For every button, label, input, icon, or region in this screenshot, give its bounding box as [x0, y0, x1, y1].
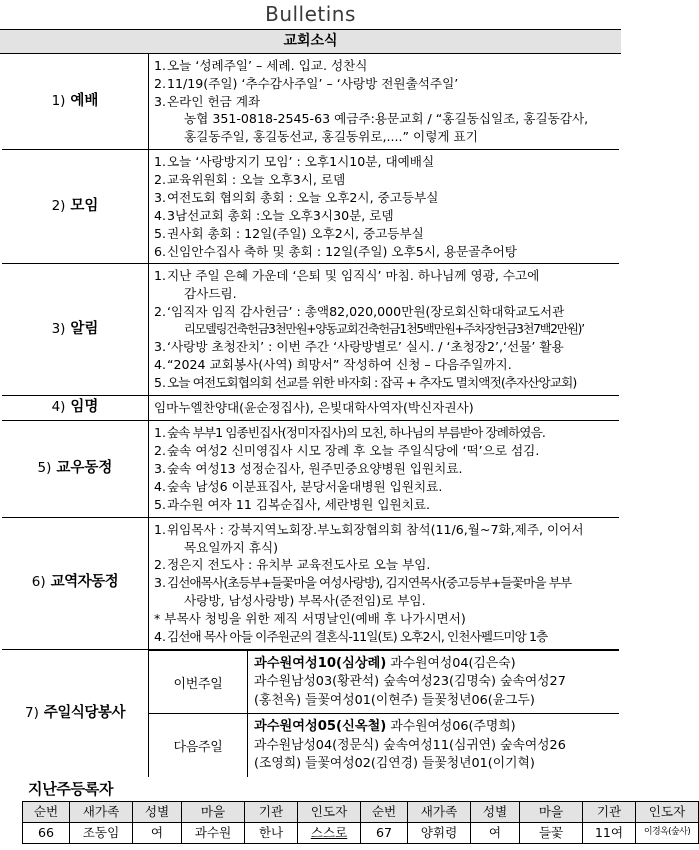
list-item: 5.오늘 여전도회협의회 선교를 위한 바자회 : 잡곡 + 추자도 멸치액젓(추자산앙교회) [154, 375, 577, 391]
section-label-text: 알림 [70, 321, 99, 338]
list-item-text: 위임목사 : 강북지역노회장.부노회장협의회 참석(11/6,월~7화,제주, 이어서 [167, 521, 584, 537]
list-item-text: ‘사랑방 초청잔치’ : 이번 주간 ‘사랑방별로’ 실시. / ‘초청장2’,‘선물’ 활용 [167, 339, 564, 355]
meal-lead-name: 과수원여성10(심상례) [254, 655, 387, 671]
list-item: 1.오늘 ‘사랑방지기 모임’ : 오후1시10분, 대예배실 [154, 154, 435, 170]
list-item: 1.오늘 ‘성례주일’ – 세례. 입교. 성찬식 [154, 57, 368, 73]
section-row-meal-service [2, 649, 619, 777]
item-list [154, 267, 617, 392]
section-row-worship [2, 54, 619, 150]
section-label-staff-news [2, 517, 149, 649]
list-item: 1.위임목사 : 강북지역노회장.부노회장협의회 참석(11/6,월~7화,제주, 이어서 목요일까지 휴식) [154, 521, 617, 557]
column-header-leader-2: 인도자 [636, 801, 699, 822]
list-item: 1.지난 주일 은혜 가운데 ‘은퇴 및 임직식’ 마침. 하나님께 영광, 수고에 감사드림. [154, 267, 617, 303]
meal-when-label: 이번주일 [149, 650, 248, 714]
appointment-text: 임마누엘찬양대(윤순정집사), 은빛대학사역자(박신자권사) [154, 400, 474, 415]
list-item: 1.숲속 부부1 임종빈집사(정미자집사)의 모친, 하나님의 부름받아 장례하였음. [154, 425, 545, 441]
list-item-text: ‘임직자 임직 감사헌금’ : 총액82,020,000만원(장로회신학대학교도서관 [167, 304, 565, 320]
list-item: 3.‘사랑방 초청잔치’ : 이번 주간 ‘사랑방별로’ 실시. / ‘초청장2’,‘선물’ 활용 [154, 339, 564, 355]
cell-name: 조동임 [70, 822, 133, 843]
section-body-meal-service [149, 649, 620, 777]
registrants-body [23, 822, 699, 843]
list-item: 2.교육위원회 : 오늘 오후3시, 로뎀 [154, 172, 346, 188]
meal-lead-name: 과수원여성05(신옥철) [254, 719, 387, 735]
list-item-text: 김선애목사(초등부+들꽃마을 여성사랑방), 김지연목사(중고등부+들꽃마을 부부 [167, 575, 572, 591]
column-header-leader: 인도자 [298, 801, 361, 822]
item-list [154, 521, 617, 646]
section-label-text: 주일식당봉사 [43, 704, 125, 721]
cell-leader [298, 822, 361, 843]
list-item-text: 온라인 헌금 계좌 [167, 93, 261, 109]
meal-volunteer-names [248, 714, 620, 777]
section-label-text: 교역자동정 [50, 574, 119, 591]
item-list [154, 424, 617, 513]
registrants-table [22, 801, 699, 845]
section-number: 1) [51, 92, 66, 109]
section-row-notices [2, 264, 619, 396]
list-item-text: 숲속 여성13 성정순집사, 원주민중요양병원 입원치료. [167, 461, 463, 476]
section-body-notices [149, 264, 620, 396]
list-item-text: 과수원 여자 11 김복순집사, 세란병원 입원치료. [167, 496, 431, 512]
item-list [154, 57, 617, 146]
list-item-text: 오늘 ‘성례주일’ – 세례. 입교. 성찬식 [167, 57, 368, 73]
meal-line-3: (조영희) 들꽃여성02(김연경) 들꽃청년01(이기혁) [254, 756, 535, 772]
page-title: Bulletins [265, 2, 356, 26]
list-item-text: 숲속 부부1 임종빈집사(정미자집사)의 모친, 하나님의 부름받아 장례하였음. [167, 425, 545, 441]
list-item: 4.숲속 남성6 이분표집사, 분당서울대병원 입원치료. [154, 478, 443, 494]
list-item-text: 숲속 남성6 이분표집사, 분당서울대병원 입원치료. [167, 478, 443, 494]
list-item-text: 11/19(주일) ‘추수감사주일’ – ‘사랑방 전원출석주일’ [167, 75, 459, 91]
meal-line-3: (홍천옥) 들꽃여성01(이현주) 들꽃청년06(윤그두) [254, 692, 535, 708]
section-label-worship [2, 54, 149, 150]
list-item-text: 교육위원회 : 오늘 오후3시, 로뎀 [167, 172, 346, 188]
list-item: 2.11/19(주일) ‘추수감사주일’ – ‘사랑방 전원출석주일’ [154, 75, 459, 91]
column-header-name: 새가족 [70, 801, 133, 822]
cell-village-2: 들꽃 [520, 822, 583, 843]
list-item: 6.신임안수집사 축하 및 총회 : 12일(주일) 오후5시, 용문골추어탕 [154, 243, 517, 259]
list-item: 5.과수원 여자 11 김복순집사, 세란병원 입원치료. [154, 496, 431, 512]
section-row-staff-news [2, 517, 619, 649]
meal-row-next-week [149, 714, 619, 777]
list-item: 3.숲속 여성13 성정순집사, 원주민중요양병원 입원치료. [154, 461, 463, 476]
meal-line-1 [254, 717, 616, 737]
list-item: 3.여전도회 협의회 총회 : 오늘 오후2시, 중고등부실 [154, 189, 439, 205]
section-body-staff-news [149, 517, 620, 649]
list-item-text: 정은지 전도사 : 유치부 교육전도사로 오늘 부임. [167, 557, 431, 573]
list-item-subline: 사랑방, 남성사랑방) 부목사(준전임)로 부임. [184, 593, 426, 609]
section-body-worship [149, 54, 620, 150]
section-body-member-news [149, 421, 620, 517]
list-item-text: 지난 주일 은혜 가운데 ‘은퇴 및 임직식’ 마침. 하나님께 영광, 수고에 [167, 268, 540, 284]
list-item-note [154, 610, 617, 628]
section-row-meetings [2, 150, 619, 264]
section-label-notices [2, 264, 149, 396]
list-item-text: 오늘 ‘사랑방지기 모임’ : 오후1시10분, 대예배실 [167, 154, 435, 170]
section-number: 7) [25, 704, 39, 721]
list-item: 2.숲속 여성2 신미영집사 시모 장례 후 오늘 주일식당에 ‘떡’으로 섬김. [154, 443, 540, 459]
list-item: 2.‘임직자 임직 감사헌금’ : 총액82,020,000만원(장로회신학대학교도서관 리모델링건축헌금3천만원+양동교회건축헌금1천5백만원+주차장헌금3천7백2만원)’ [154, 303, 617, 338]
list-item: 5.권사회 총회 : 12일(주일) 오후2시, 중고등부실 [154, 225, 424, 241]
meal-when-label: 다음주일 [149, 714, 248, 777]
meal-volunteer-names [248, 650, 620, 714]
list-item-subline: 농협 351-0818-2545-63 예금주:용문교회 / “홍길동십일조, 홍길동감사, [184, 111, 589, 127]
section-row-member-news [2, 421, 619, 517]
section-number: 3) [51, 321, 66, 338]
list-item-subline: 감사드림. [184, 286, 237, 302]
meal-row-this-week [149, 650, 619, 714]
cell-name-2: 양휘령 [408, 822, 471, 843]
list-item-text: 여전도회 협의회 총회 : 오늘 오후2시, 중고등부실 [167, 189, 439, 205]
cell-village: 과수원 [182, 822, 245, 843]
column-header-sex: 성별 [133, 801, 182, 822]
meal-line-2: 과수원남성04(정문식) 숲속여성11(심귀연) 숲속여성26 [254, 737, 566, 753]
banner-church-news: 교회소식 [0, 29, 621, 54]
list-item-subline: 홍길동주일, 홍길동선교, 홍길동위로,....” 이렇게 표기 [184, 129, 478, 145]
section-body-appointments [149, 396, 620, 421]
cell-sex-2: 여 [471, 822, 520, 843]
column-header-sex-2: 성별 [471, 801, 520, 822]
list-item: 3.온라인 헌금 계좌 농협 351-0818-2545-63 예금주:용문교회 / “홍길동십일조, 홍길동감사, 홍길동주일, 홍길동선교, 홍길동위로,....” 이렇게 표기 [154, 93, 617, 147]
column-header-village-2: 마을 [520, 801, 583, 822]
list-item-text: “2024 교회봉사(사역) 희망서” 작성하여 신청 – 다음주일까지. [167, 357, 512, 373]
list-item: 3.김선애목사(초등부+들꽃마을 여성사랑방), 김지연목사(중고등부+들꽃마을 부부 사랑방, 남성사랑방) 부목사(준전임)로 부임. [154, 574, 617, 610]
section-label-meal-service [2, 649, 149, 777]
cell-org: 한나 [245, 822, 298, 843]
meal-line-1 [254, 654, 616, 674]
column-header-org-2: 기관 [583, 801, 636, 822]
section-label-text: 예배 [70, 92, 99, 109]
list-item: 2.정은지 전도사 : 유치부 교육전도사로 오늘 부임. [154, 557, 431, 573]
section-body-meetings [149, 150, 620, 264]
cell-sex: 여 [133, 822, 182, 843]
meal-line-2: 과수원남성03(황관석) 숲속여성23(김명숙) 숲속여성27 [254, 674, 566, 690]
cell-leader-text: 스스로 [310, 824, 348, 840]
meal-line-1-rest: 과수원여성06(주명희) [386, 719, 516, 735]
list-item-text: 숲속 여성2 신미영집사 시모 장례 후 오늘 주일식당에 ‘떡’으로 섬김. [167, 443, 540, 459]
section-number: 4) [51, 399, 66, 416]
meal-line-1-rest: 과수원여성04(김은숙) [386, 655, 516, 671]
list-item-text: 오늘 여전도회협의회 선교를 위한 바자회 : 잡곡 + 추자도 멸치액젓(추자산앙교회) [167, 375, 577, 391]
section-number: 6) [31, 574, 46, 591]
section-label-text: 임명 [70, 399, 99, 416]
column-header-seq: 순번 [23, 801, 70, 822]
list-item-text: * 부목사 청빙을 위한 제직 서명날인(예배 후 나가시면서) [154, 611, 466, 626]
list-item: 4.“2024 교회봉사(사역) 희망서” 작성하여 신청 – 다음주일까지. [154, 357, 512, 373]
item-list [154, 153, 617, 260]
column-header-org: 기관 [245, 801, 298, 822]
section-label-text: 모임 [70, 198, 99, 215]
registrants-header [23, 801, 699, 822]
cell-org-2: 11여 [583, 822, 636, 843]
column-header-seq-2: 순번 [361, 801, 408, 822]
table-row [23, 822, 699, 843]
cell-seq-2: 67 [361, 822, 408, 843]
table-header-row [23, 801, 699, 822]
list-item-text: 권사회 총회 : 12일(주일) 오후2시, 중고등부실 [167, 225, 424, 241]
section-label-appointments [2, 396, 149, 421]
section-number: 5) [37, 460, 52, 477]
section-row-appointments [2, 396, 619, 421]
cell-seq: 66 [23, 822, 70, 843]
section-label-member-news [2, 421, 149, 517]
cell-leader-2: 이경옥(숲사) [636, 822, 699, 843]
list-item: 4.김선애 목사 아들 이주원군의 결혼식-11일(토) 오후2시, 인천사펠드미앙 1층 [154, 628, 548, 644]
list-item-text: 신임안수집사 축하 및 총회 : 12일(주일) 오후5시, 용문골추어탕 [167, 243, 517, 259]
section-number: 2) [51, 198, 66, 215]
meal-service-table [149, 650, 619, 777]
column-header-name-2: 새가족 [408, 801, 471, 822]
section-label-meetings [2, 150, 149, 264]
list-item-text: 김선애 목사 아들 이주원군의 결혼식-11일(토) 오후2시, 인천사펠드미앙 1층 [167, 628, 548, 644]
list-item-subline: 목요일까지 휴식) [184, 539, 279, 555]
list-item-text: 3남선교회 총회 :오늘 오후3시30분, 로뎀 [167, 207, 394, 223]
list-item-subline: 리모델링건축헌금3천만원+양동교회건축헌금1천5백만원+주차장헌금3천7백2만원)’ [184, 322, 584, 337]
bulletin-table [2, 54, 619, 777]
registrants-heading: 지난주등록자 [28, 780, 114, 799]
column-header-village: 마을 [182, 801, 245, 822]
section-label-text: 교우동정 [56, 460, 113, 477]
list-item: 4.3남선교회 총회 :오늘 오후3시30분, 로뎀 [154, 207, 394, 223]
